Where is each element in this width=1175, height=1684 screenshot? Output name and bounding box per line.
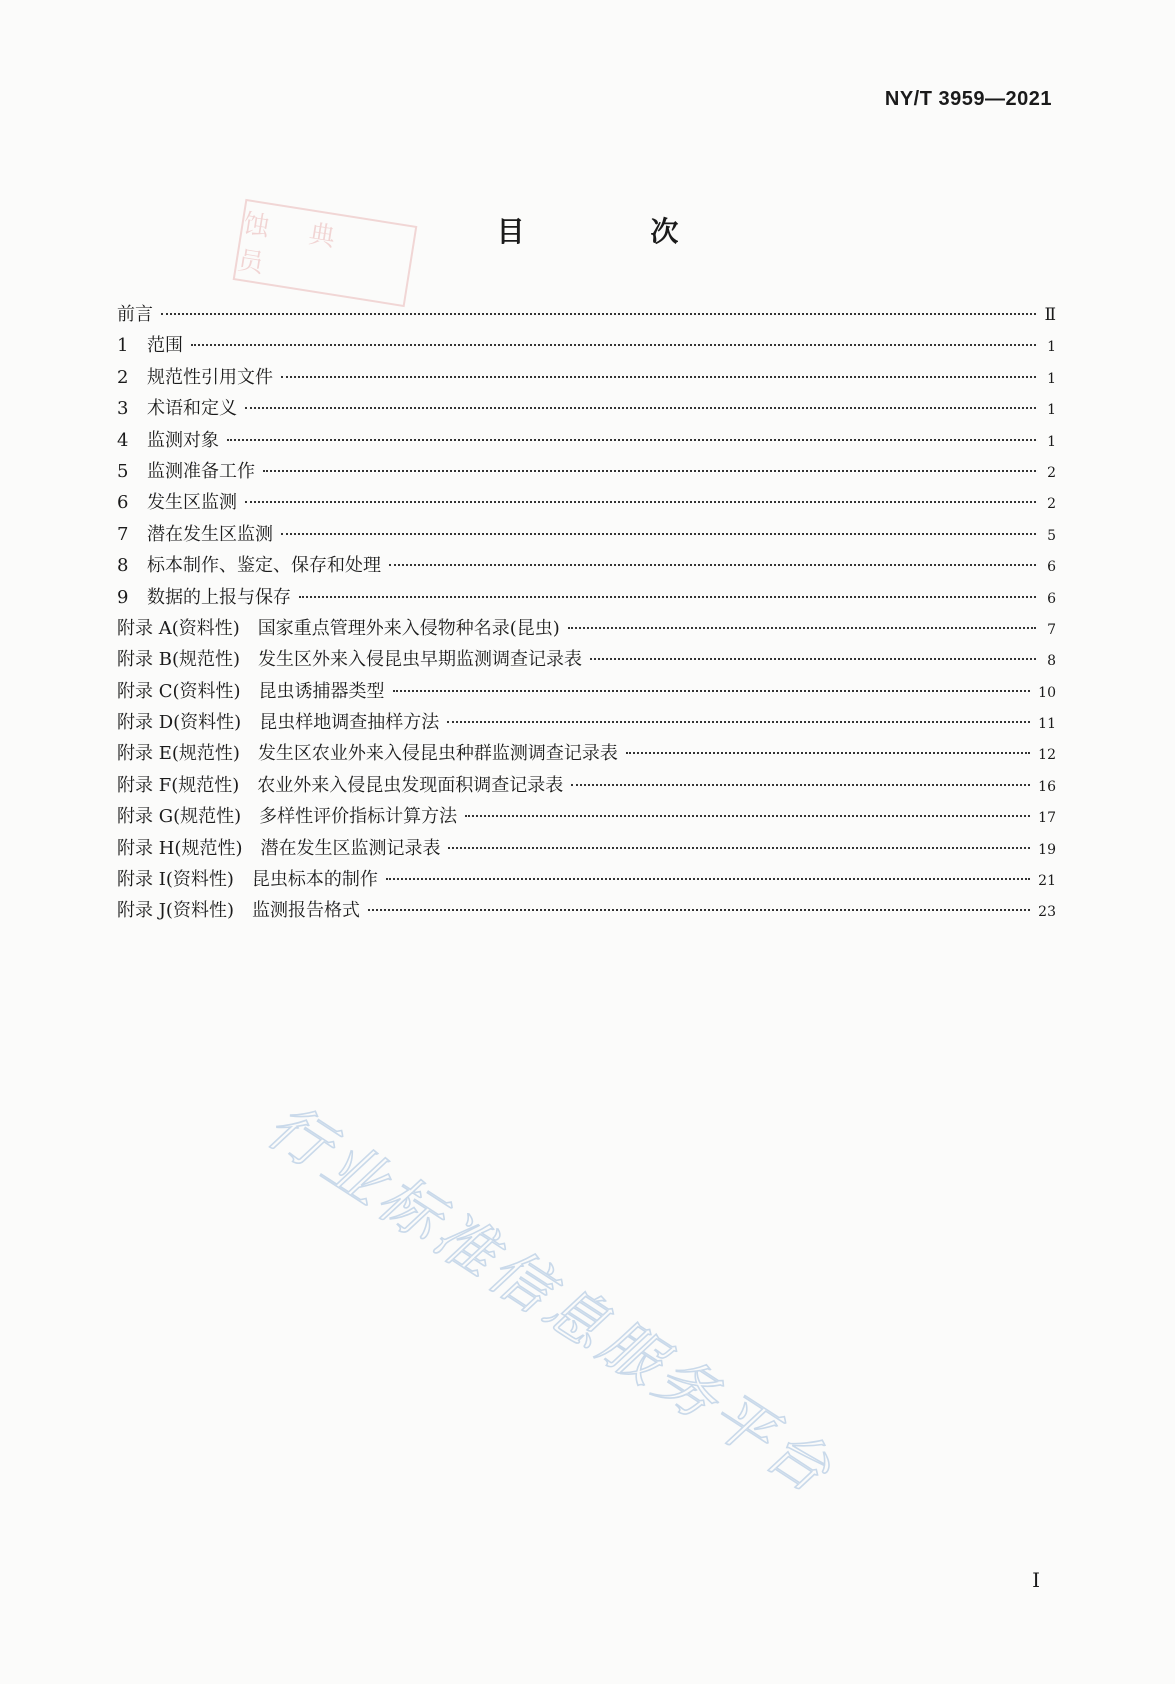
toc-leader-dots xyxy=(447,721,1030,723)
toc-entry-label xyxy=(117,583,299,609)
toc-entry-label xyxy=(117,300,161,326)
toc-entry-page: 7 xyxy=(1047,621,1056,638)
toc-entry-label xyxy=(117,677,393,703)
toc-entry-label xyxy=(117,331,191,357)
toc-entry-page: 1 xyxy=(1047,433,1056,450)
toc-entry-title: 发生区外来入侵昆虫早期监测调查记录表 xyxy=(258,649,582,671)
toc-leader-dots xyxy=(281,376,1036,378)
toc-entry-label xyxy=(117,520,281,546)
toc-entry[interactable] xyxy=(117,331,1056,362)
toc-entry-label xyxy=(117,551,389,577)
watermark: 行业标准信息服务平台 xyxy=(254,1090,847,1510)
toc-entry-title: 多样性评价指标计算方法 xyxy=(259,806,458,828)
toc-entry[interactable] xyxy=(117,865,1056,896)
toc-entry-title: 发生区农业外来入侵昆虫种群监测调查记录表 xyxy=(257,743,618,765)
toc-leader-dots xyxy=(568,627,1036,629)
toc-entry-label xyxy=(117,394,245,420)
toc-entry[interactable] xyxy=(117,363,1056,394)
toc-entry-page: 8 xyxy=(1047,653,1056,670)
toc-entry[interactable] xyxy=(117,739,1056,770)
toc-entry-number: 1 xyxy=(117,335,129,357)
toc-entry-title: 潜在发生区监测记录表 xyxy=(260,837,441,859)
toc-leader-dots xyxy=(281,533,1036,535)
toc-entry[interactable] xyxy=(117,300,1056,331)
toc-entry-label xyxy=(117,457,263,483)
toc-entry[interactable] xyxy=(117,614,1056,645)
toc-entry-page: 2 xyxy=(1047,496,1056,513)
toc-entry[interactable] xyxy=(117,834,1056,865)
toc-entry-title: 范围 xyxy=(147,335,183,357)
toc-entry-page: 6 xyxy=(1047,590,1056,607)
toc-entry-appendix: 附录 A(资料性) xyxy=(117,617,240,639)
toc-entry[interactable] xyxy=(117,520,1056,551)
toc-entry-label xyxy=(117,739,626,765)
toc-leader-dots xyxy=(299,596,1036,598)
toc-entry[interactable] xyxy=(117,677,1056,708)
toc-entry-appendix: 附录 B(规范性) xyxy=(117,649,240,671)
toc-leader-dots xyxy=(245,407,1036,409)
toc-entry[interactable] xyxy=(117,583,1056,614)
toc-entry-title: 监测报告格式 xyxy=(251,900,360,922)
toc-entry[interactable] xyxy=(117,771,1056,802)
toc-entry-appendix: 附录 D(资料性) xyxy=(117,712,242,734)
toc-entry-number: 2 xyxy=(117,366,129,388)
toc-entry-title: 农业外来入侵昆虫发现面积调查记录表 xyxy=(257,774,564,796)
toc-entry-label xyxy=(117,426,227,452)
toc-entry-label xyxy=(117,488,245,514)
toc-entry-title: 国家重点管理外来入侵物种名录(昆虫) xyxy=(257,617,560,639)
toc-leader-dots xyxy=(590,658,1036,660)
toc-entry-title: 规范性引用文件 xyxy=(147,366,273,388)
toc-entry-title: 前言 xyxy=(117,304,153,325)
toc-entry-appendix: 附录 E(规范性) xyxy=(117,743,240,765)
toc-entry-appendix: 附录 H(规范性) xyxy=(117,837,243,859)
toc-entry-page: 5 xyxy=(1047,527,1056,544)
toc-entry-page: 2 xyxy=(1047,464,1056,481)
toc-leader-dots xyxy=(368,909,1030,911)
toc-entry-title: 昆虫样地调查抽样方法 xyxy=(259,712,440,734)
toc-leader-dots xyxy=(191,344,1036,346)
toc-entry-page: 11 xyxy=(1038,716,1056,733)
toc-leader-dots xyxy=(571,784,1030,786)
toc-entry-appendix: 附录 F(规范性) xyxy=(117,774,240,796)
toc-leader-dots xyxy=(465,815,1030,817)
toc-leader-dots xyxy=(448,847,1030,849)
toc-entry-page: 1 xyxy=(1047,339,1056,356)
toc-entry-page: 1 xyxy=(1047,370,1056,387)
toc-entry-number: 6 xyxy=(117,492,129,514)
toc-entry-number: 5 xyxy=(117,460,129,482)
toc-entry-label xyxy=(117,771,571,797)
toc-entry-number: 8 xyxy=(117,555,129,577)
toc-entry-number: 7 xyxy=(117,523,129,545)
toc-entry-page: 1 xyxy=(1047,402,1056,419)
toc-entry[interactable] xyxy=(117,896,1056,927)
document-code: NY/T 3959—2021 xyxy=(884,88,1052,110)
toc-entry-title: 潜在发生区监测 xyxy=(147,523,273,545)
toc-entry[interactable] xyxy=(117,708,1056,739)
toc-entry[interactable] xyxy=(117,457,1056,488)
toc-entry-title: 监测准备工作 xyxy=(147,460,255,482)
toc-entry-title: 数据的上报与保存 xyxy=(147,586,291,608)
toc-entry-page: 10 xyxy=(1038,684,1056,701)
toc-entry[interactable] xyxy=(117,394,1056,425)
library-stamp: 蚀 典 员 xyxy=(233,199,418,307)
toc-leader-dots xyxy=(227,439,1036,441)
toc-entry-page: 17 xyxy=(1038,810,1056,827)
toc-entry-appendix: 附录 C(资料性) xyxy=(117,680,241,702)
toc-entry-title: 发生区监测 xyxy=(147,492,237,514)
page-number: I xyxy=(1032,1568,1040,1592)
toc-entry-page: 12 xyxy=(1038,747,1056,764)
toc-entry-page: 21 xyxy=(1038,873,1056,890)
toc-entry-title: 昆虫诱捕器类型 xyxy=(258,680,385,702)
toc-leader-dots xyxy=(263,470,1036,472)
toc-entry-label xyxy=(117,865,386,891)
toc-entry-number: 4 xyxy=(117,429,129,451)
toc-leader-dots xyxy=(626,752,1030,754)
toc-entry-title: 昆虫标本的制作 xyxy=(251,869,378,891)
toc-entry-label xyxy=(117,645,590,671)
toc-entry-title: 标本制作、鉴定、保存和处理 xyxy=(147,555,381,577)
table-of-contents xyxy=(117,300,1056,928)
toc-entry[interactable] xyxy=(117,802,1056,833)
toc-entry-appendix: 附录 I(资料性) xyxy=(117,869,234,891)
toc-entry-label xyxy=(117,708,447,734)
toc-leader-dots xyxy=(161,313,1036,315)
toc-entry-number: 3 xyxy=(117,398,129,420)
toc-leader-dots xyxy=(386,878,1030,880)
toc-entry-page: 6 xyxy=(1047,559,1056,576)
toc-entry-label xyxy=(117,896,368,922)
toc-entry-label xyxy=(117,802,465,828)
toc-entry-page: 16 xyxy=(1038,778,1056,795)
toc-entry-label xyxy=(117,614,568,640)
toc-leader-dots xyxy=(245,501,1036,503)
toc-leader-dots xyxy=(389,564,1036,566)
toc-entry-page: Ⅱ xyxy=(1044,305,1056,325)
toc-entry-appendix: 附录 J(资料性) xyxy=(117,900,234,922)
toc-entry-page: 23 xyxy=(1038,904,1056,921)
toc-entry[interactable] xyxy=(117,426,1056,457)
toc-entry[interactable] xyxy=(117,551,1056,582)
toc-entry[interactable] xyxy=(117,645,1056,676)
toc-entry-label xyxy=(117,834,448,860)
toc-entry-title: 术语和定义 xyxy=(147,398,237,420)
toc-leader-dots xyxy=(393,690,1031,692)
toc-entry[interactable] xyxy=(117,488,1056,519)
toc-entry-number: 9 xyxy=(117,586,129,608)
page-title: 目 次 xyxy=(496,215,737,248)
toc-entry-appendix: 附录 G(规范性) xyxy=(117,806,242,828)
toc-entry-title: 监测对象 xyxy=(147,429,219,451)
toc-entry-page: 19 xyxy=(1038,841,1056,858)
toc-entry-label xyxy=(117,363,281,389)
